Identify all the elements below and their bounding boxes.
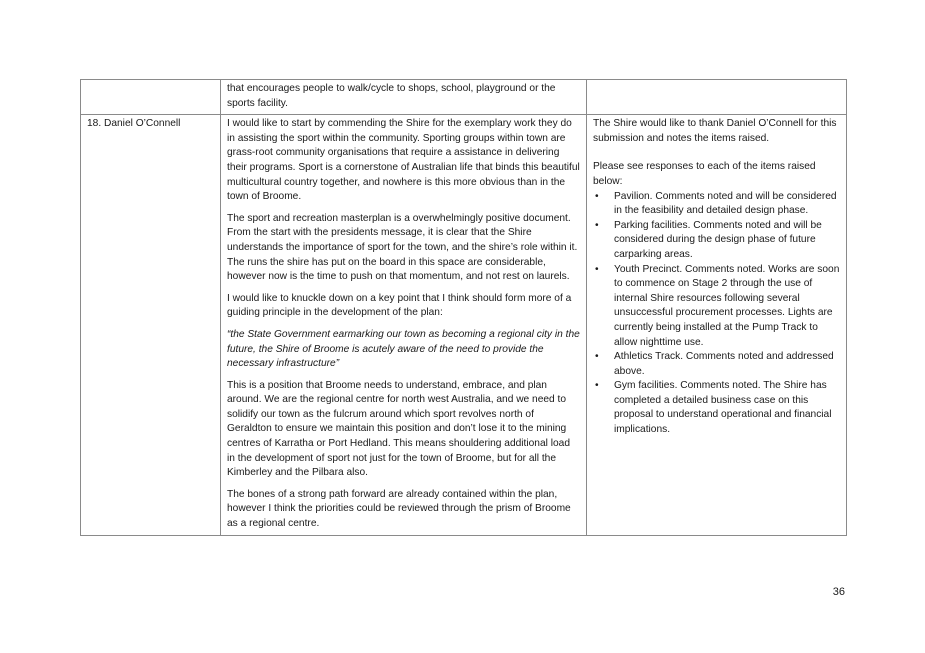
comment-paragraph: The bones of a strong path forward are already contained within the plan, however I think the priorities could be reviewed through the prism of Broome as a regional centre. xyxy=(227,488,571,530)
bullet-icon: • xyxy=(595,380,599,392)
submissions-table xyxy=(80,79,847,536)
comment-paragraph: I would like to knuckle down on a key point that I think should form more of a guiding principle in the development of the plan: xyxy=(227,292,572,319)
comment-cell xyxy=(221,80,587,115)
list-item-text: Gym facilities. Comments noted. The Shire has completed a detailed business case on this proposal to understand operational and financial implications. xyxy=(614,380,832,436)
list-item-text: Pavilion. Comments noted and will be considered in the feasibility and detailed design phase. xyxy=(614,190,837,217)
quoted-text: “the State Government earmarking our town as becoming a regional city in the future, the Shire of Broome is acutely aware of the need to provide the necessary infrastructure” xyxy=(227,328,580,370)
table-row xyxy=(81,115,847,535)
response-list xyxy=(593,190,840,438)
bullet-icon: • xyxy=(595,263,599,275)
page-number: 36 xyxy=(832,586,845,598)
list-item xyxy=(593,219,840,263)
response-cell xyxy=(587,115,847,535)
list-item xyxy=(593,379,840,437)
comment-paragraph: The sport and recreation masterplan is a overwhelmingly positive document. From the start with the presidents message, it is clear that the Shire understands the importance of sport for the town, and the shire’s role within it. The runs the shire has put on the board in this space are considerable, however now is the time to push on that momentum, and not rest on laurels. xyxy=(227,212,578,283)
bullet-icon: • xyxy=(595,351,599,363)
list-item-text: Athletics Track. Comments noted and addressed above. xyxy=(614,351,834,377)
list-item xyxy=(593,350,840,379)
bullet-icon: • xyxy=(595,219,599,231)
response-cell xyxy=(587,80,847,115)
list-item xyxy=(593,263,840,351)
response-lead: Please see responses to each of the items raised below: xyxy=(593,161,816,187)
response-intro: The Shire would like to thank Daniel O’Connell for this submission and notes the items raised. xyxy=(593,118,837,144)
bullet-icon: • xyxy=(595,190,599,202)
submitter-cell xyxy=(81,80,221,115)
submitter-cell: 18. Daniel O’Connell xyxy=(81,115,221,535)
comment-cell xyxy=(221,115,587,535)
list-item xyxy=(593,190,840,219)
comment-paragraph: This is a position that Broome needs to understand, embrace, and plan around. We are the regional centre for north west Australia, and we need to solidify our town as the fulcrum around which sport revolves north of Geraldton to ensure we maintain this position and don’t lose it to the mining centres of Karratha or Port Hedland. This means shouldering additional load in the development of sport not just for the town of Broome, but for all the Kimberley and the Pilbara also. xyxy=(227,379,570,479)
list-item-text: Youth Precinct. Comments noted. Works are soon to commence on Stage 2 through the use of internal Shire resources following several unsuccessful procurement processes. Lights are currently being installed at the Pump Track to allow nighttime use. xyxy=(614,263,840,348)
list-item-text: Parking facilities. Comments noted and will be considered during the design phase of future carparking areas. xyxy=(614,219,822,260)
table-row xyxy=(81,80,847,115)
comment-paragraph: I would like to start by commending the Shire for the exemplary work they do in assisting the sport within the community. Sporting groups within town are grass-root community organisations that require a assistance in delivering their programs. Sport is a cornerstone of Australian life that binds this beautiful multicultural country together, and nowhere is this more obvious than in the town of Broome. xyxy=(227,118,580,203)
comment-paragraph: that encourages people to walk/cycle to shops, school, playground or the sports facility. xyxy=(227,83,556,109)
